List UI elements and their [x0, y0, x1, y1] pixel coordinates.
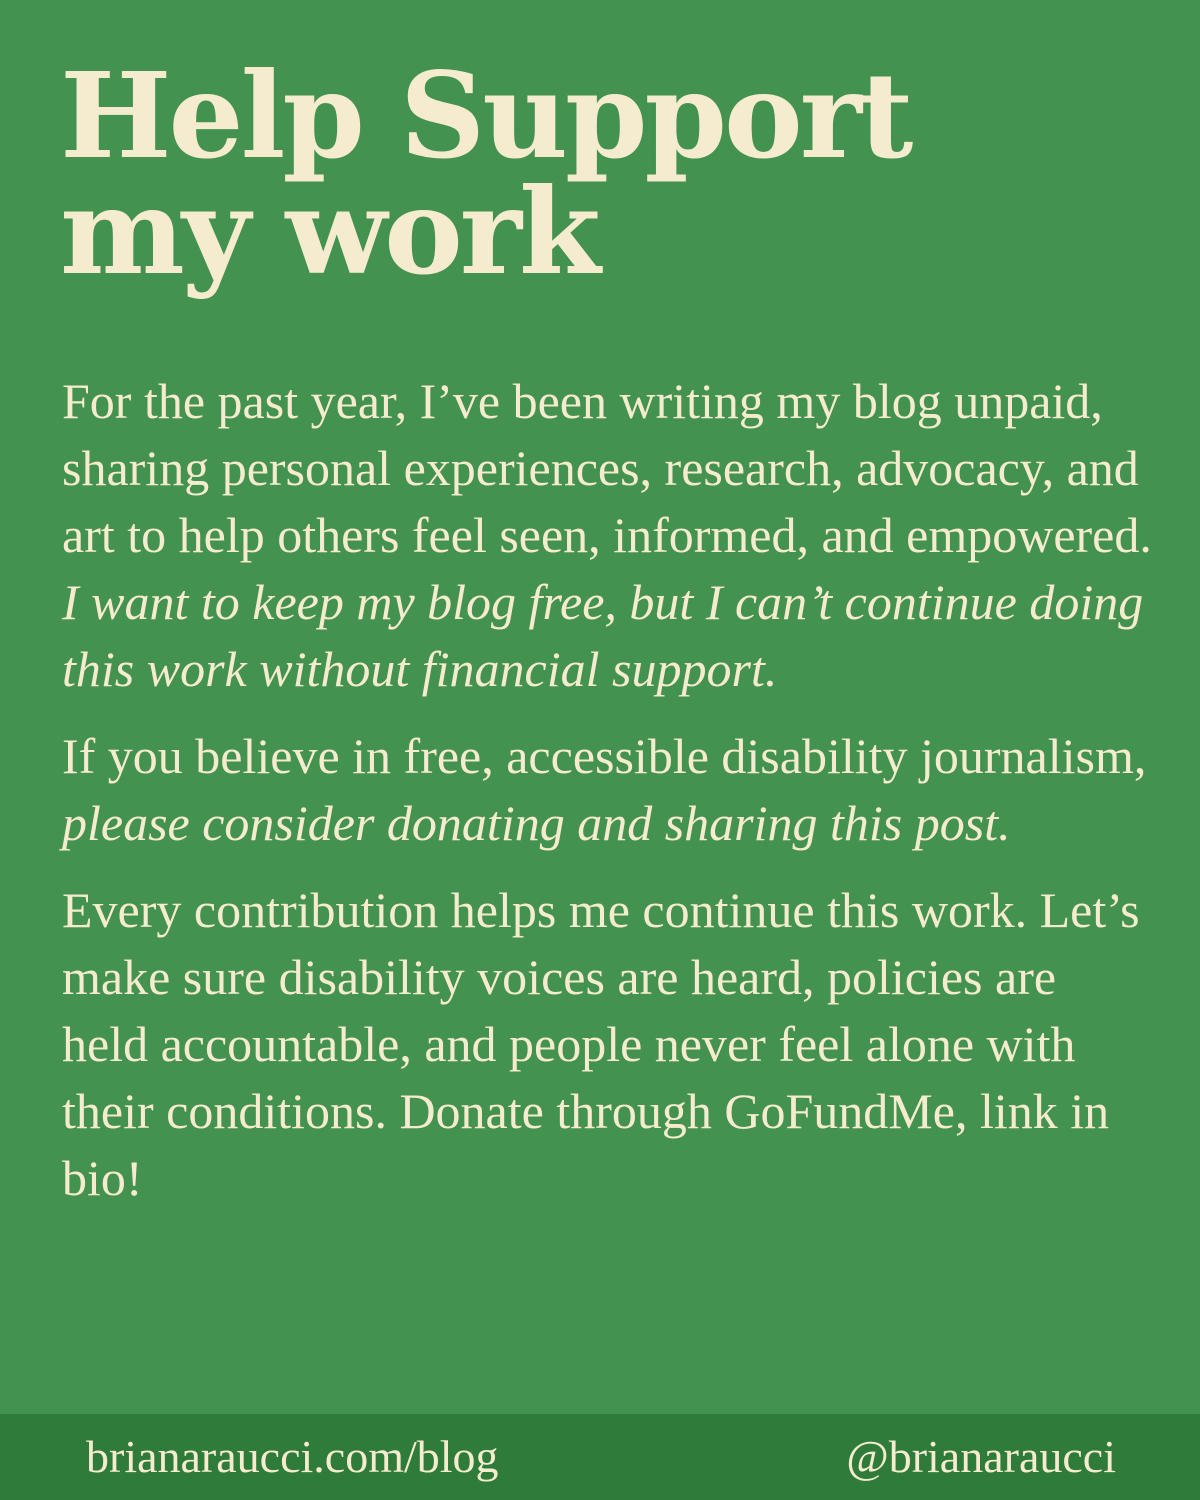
paragraph-1 [62, 368, 1152, 703]
paragraph-2-emphasis: please consider donating and sharing this post. [62, 795, 1011, 851]
blog-url-link[interactable]: brianaraucci.com/blog [86, 1431, 499, 1482]
paragraph-1-emphasis: I want to keep my blog free, but I can’t continue doing this work without financial support. [62, 574, 1144, 697]
paragraph-3-text: Every contribution helps me continue this work. Let’s make sure disability voices are heard, policies are held accountable, and people never feel alone with their conditions. Donate through GoFundMe, link in bio! [62, 882, 1140, 1206]
paragraph-2-text: If you believe in free, accessible disability journalism, [62, 728, 1147, 784]
paragraph-3 [62, 877, 1152, 1212]
social-handle[interactable]: @brianaraucci [846, 1431, 1116, 1482]
headline-line-2: my work [60, 162, 598, 301]
body-text [62, 368, 1152, 1232]
headline-line-1: Help Support [60, 46, 911, 185]
headline [60, 46, 1140, 301]
paragraph-2 [62, 723, 1152, 857]
paragraph-1-text: For the past year, I’ve been writing my blog unpaid, sharing personal experiences, research, advocacy, and art to help others feel seen, informed, and empowered. [62, 373, 1152, 563]
footer-bar [0, 1414, 1200, 1500]
